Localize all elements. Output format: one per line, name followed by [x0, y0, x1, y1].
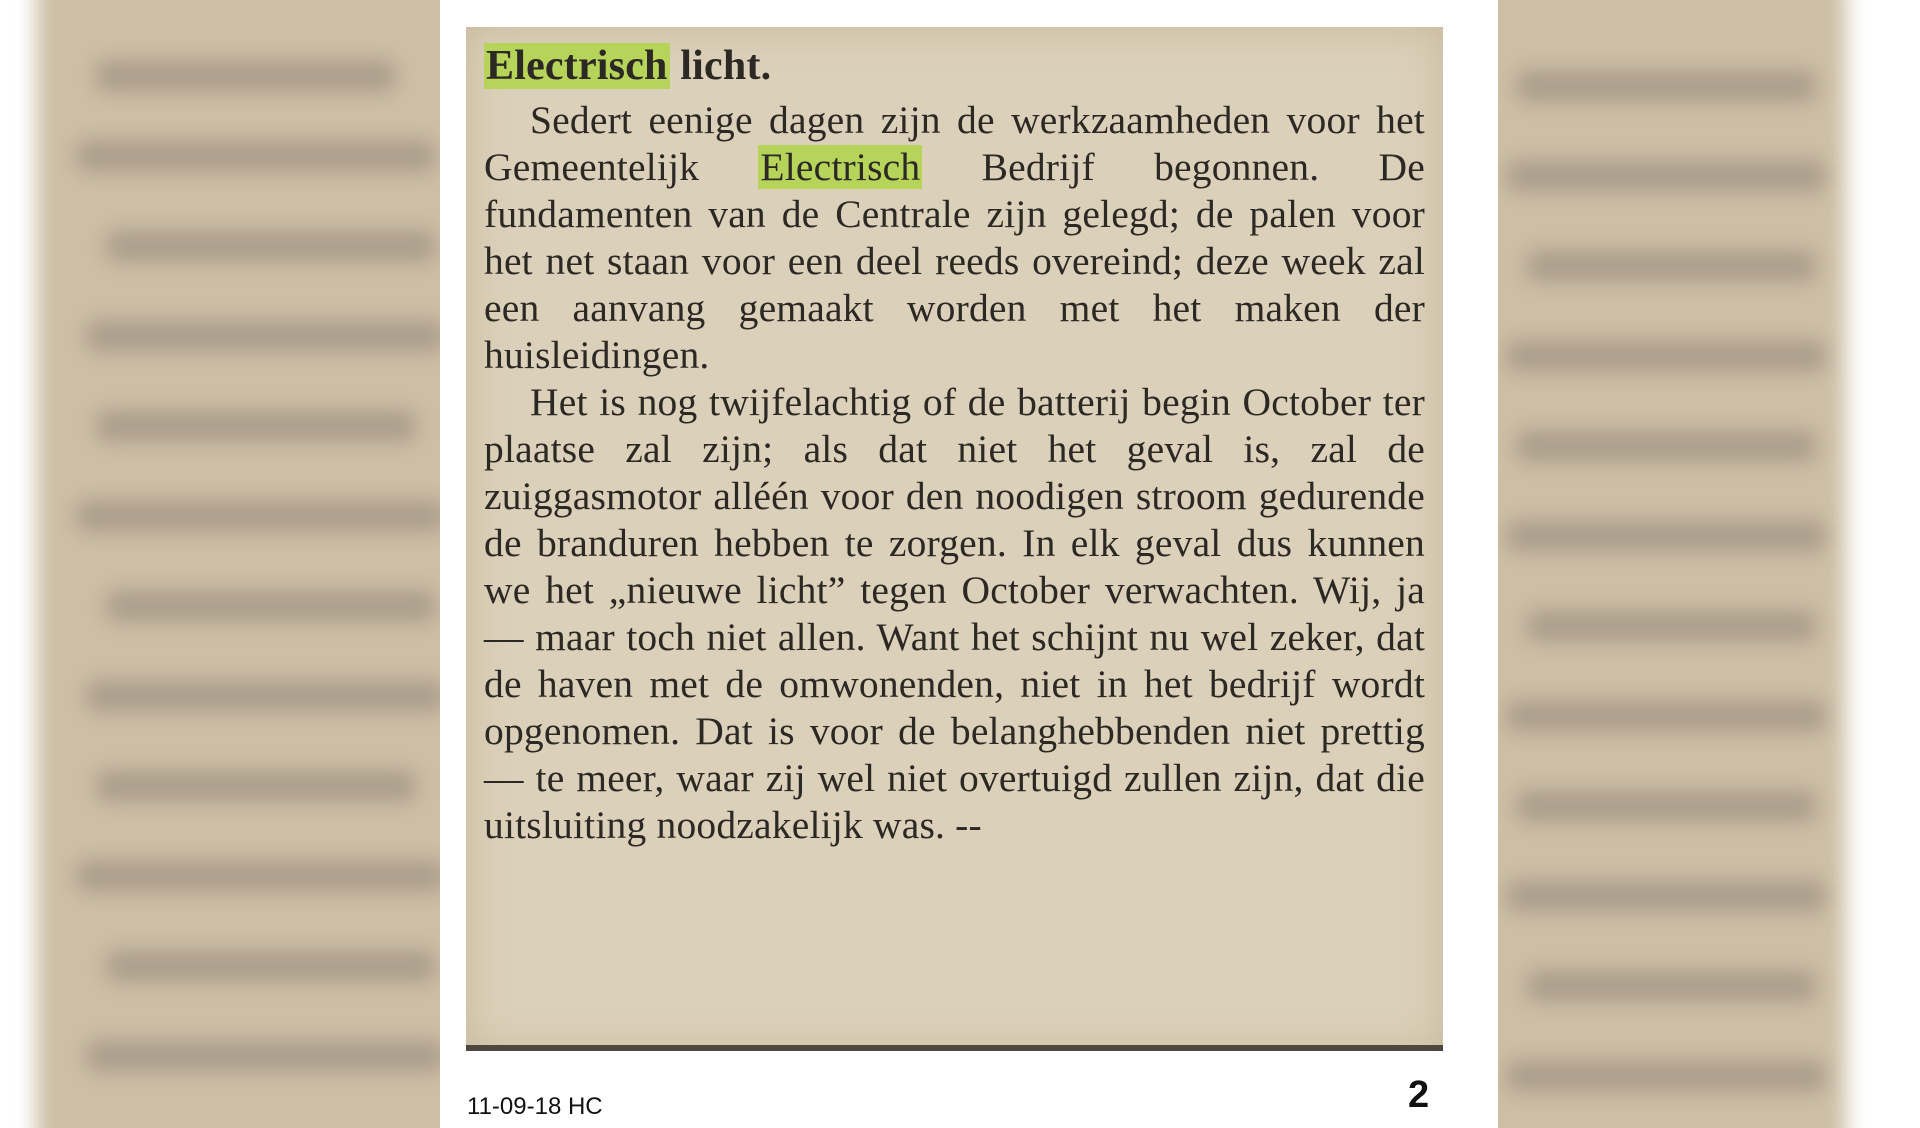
- newspaper-clipping: [466, 27, 1443, 1051]
- date-caption: 11-09-18 HC: [467, 1093, 603, 1120]
- headline-highlight: Electrisch: [486, 43, 668, 89]
- article-paragraph-2: Het is nog twijfelachtig of de batterij begin October ter plaatse zal zijn; als dat niet het geval is, zal de zuiggasmotor alléén voor den noodigen stroom gedurende de branduren hebben te zorgen. In elk geval dus kunnen we het „nieuwe licht” tegen October verwachten. Wij, ja — maar toch niet allen. Want het schijnt nu wel zeker, dat de haven met de omwonenden, niet in het bedrijf wordt opgenomen. Dat is voor de belanghebbenden niet prettig — te meer, waar zij wel niet overtuigd zullen zijn, dat die uitsluiting noodzakelijk was. --: [484, 380, 1425, 847]
- paragraph1-highlight: Electrisch: [760, 145, 921, 189]
- article: [484, 35, 1425, 849]
- paragraph1-start: Sedert eenige dagen zijn de werkzaamheden voor het Gemeentelijk: [484, 98, 1425, 189]
- headline-rest: licht.: [669, 43, 772, 89]
- paragraph1-end: Bedrijf begonnen. De fundamenten van de Centrale zijn gelegd; de palen voor het net staan voor een deel reeds overeind; deze week zal een aanvang gemaakt worden met het maken der huisleidingen.: [484, 145, 1425, 377]
- article-headline: [484, 35, 1425, 97]
- page-number: 2: [1408, 1074, 1430, 1116]
- article-paragraph-1: [484, 97, 1425, 379]
- bottom-rule: [466, 1045, 1443, 1051]
